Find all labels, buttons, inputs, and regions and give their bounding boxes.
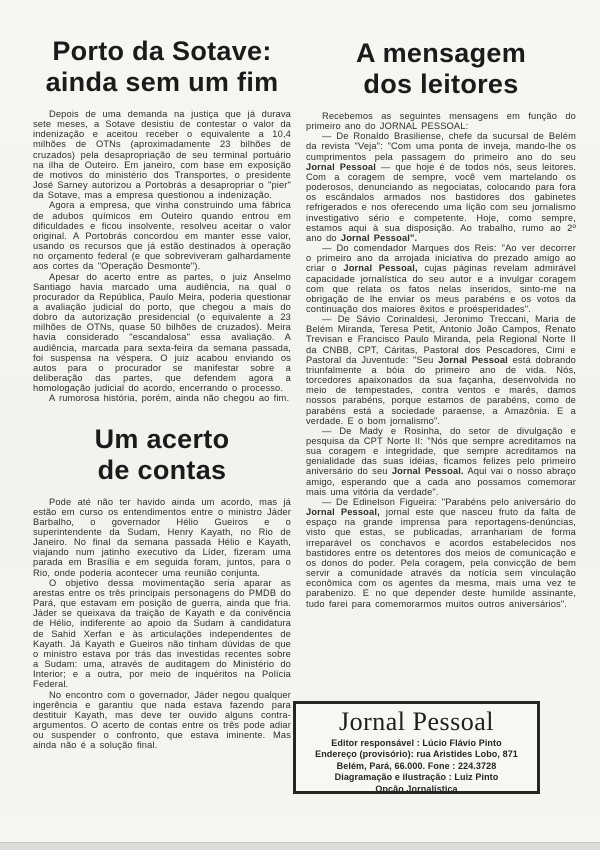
masthead-layout-line: Diagramação e ilustração : Luiz Pinto [334,772,499,783]
headline-line: de contas [97,454,227,485]
text-segment: No encontro com o governador, Jáder negou qualquer ingerência e garantiu que nada estava fazendo para destituir Kayath, mas deve ter ouvido alguns contra-argumentos. O acerto de contas entre os três pode adiar ou suspender o confronto, que estava iminente. Mas ainda não é a solução final. [33,689,291,751]
paragraph [33,578,291,690]
text-segment: jornal este que nasceu fruto da falta de espaço na grande imprensa para reportagens-denúncias, visto que estas, se publicadas, arranhariam de forma irreparável os conchavos e acordos estabelecidos nos bastidores entre os detentores dos meios de comunicação e os donos do poder. Pela coragem, pela convicção de bem servir a comunidade através da notícia sem vinculação econômica com os agentes da mesma, mais uma vez te parabenizo. E no que depender deste humilde assinante, tudo farei para comemorarmos muitos outros aniversários". [306,507,576,609]
paragraph [306,314,576,426]
headline-line: A mensagem [355,38,527,68]
text-segment: O objetivo dessa movimentação seria aparar as arestas entre os três principais personagens do PMDB do Pará, que estavam em posição de guerra, ainda que fria. Jáder se queixava da traição de Kayath e da conivência de Hélio, indiferente ao apoio da Sudam à candidatura de Sahid Xerfan e às articulações independentes de Kayath. Já Kayath e Gueiros não tinham dúvidas de que o ministro estava por trás das investidas recentes sobre a Sudam: uma, através de auditagem do Ministério do Interior; e a outra, por meio de inquéritos na Polícia Federal. [33,577,291,690]
text-segment: Agora a empresa, que vinha construindo uma fábrica de adubos químicos em Outeiro quando entrou em dificuldades e ficou insolvente, resolveu aceitar o valor original. A Portobrás concordou em manter esse valor, usando os recursos que já estão destinados à operação no orçamento federal (e que sobreviveram galhardamente aos cortes da "Operação Desmonte"). [33,200,291,272]
headline-line: dos leitores [363,69,519,99]
masthead-editor-line: Editor responsável : Lúcio Flávio Pinto [331,738,502,748]
masthead-title: Jornal Pessoal [338,707,495,736]
article-acerto-body [33,497,291,751]
text-segment: Jornal Pessoal [438,354,508,365]
article-mensagem-body [306,111,576,609]
masthead-city-phone-line: Belém, Pará, 66.000. Fone : 224.3728 [336,760,497,771]
paragraph [306,243,576,314]
headline-line: ainda sem um fim [45,67,279,97]
text-segment: — De Ronaldo Brasiliense, chefe da sucursal de Belém da revista "Veja": "Com uma ponta de inveja, mando-lhe os cumprimentos pela passagem do primeiro ano do seu [306,131,576,162]
article-porto-headline [33,36,291,98]
text-segment: Depois de uma demanda na justiça que já durava sete meses, a Sotave desistiu de contestar o valor da indenização e aceitou receber o equivalente a 10,4 milhões de OTNs (aproximadamente 23 bilhões de cruzados) pela desapropriação de seu terminal portuário na ilha de Outeiro. Em janeiro, com base em exposição de motivos do ministério dos Transportes, o presidente José Sarney autorizou a Portobrás a desapropriar o "pier" da Sotave, mas a empresa questionou a indenização. [33,109,291,201]
paragraph [306,497,576,609]
paragraph [33,690,291,751]
article-acerto-headline [33,424,291,486]
paragraph [33,200,291,271]
article-porto-body [33,109,291,404]
text-segment: Jornal Pessoal". [340,232,418,243]
paragraph [33,497,291,578]
text-segment: — que hoje é de todos nós, seus leitores. Com a coragem de sempre, você vem martelando os poderosos, denunciando as negociatas, colocando para fora os escândalos armados nos bastidores dos gabinetes refrigerados e nos oferecendo uma lição com seu jornalismo investigativo sério e competente. Hoje, como sempre, estamos aqui à sua disposição. Ao trabalho, rumo ao 2º ano do [306,161,576,243]
text-segment: — De Sávio Corinaldesi, Jeronimo Treccani, Maria de Belém Miranda, Teresa Petit, Antonio João Campos, Renato Trevisan e Francisco Paulo Miranda, pela Regional Norte II da CNBB, CPT, Cáritas, Pastoral dos Pescadores, Cimi e Pastoral da Juventude: "Seu [306,314,576,365]
headline-line: Um acerto [94,423,230,454]
text-segment: Jornal Pessoal, [306,507,380,518]
text-segment: — De Mady e Rosinha, do setor de divulgação e pesquisa da CPT Norte II: "Nós que sempre acreditamos na sua coragem e integridade, que sempre acreditamos na genialidade das suas idéias, ficamos felizes pelo primeiro aniversário do seu [306,425,576,477]
article-mensagem-headline [306,38,576,100]
masthead-box [293,701,540,794]
text-segment: — Do comendador Marques dos Reis: "Ao ver decorrer o primeiro ano da arrojada iniciativa do prezado amigo ao criar o [306,243,576,274]
masthead-address-line: Endereço (provisório): rua Aristides Lobo, 871 [315,749,518,760]
paragraph [33,393,291,403]
paragraph [306,131,576,243]
paragraph [306,111,576,131]
text-segment: A rumorosa história, porém, ainda não chegou ao fim. [49,393,290,404]
masthead-imprint-line: Opção Jornalística [375,783,458,794]
text-segment: está dobrando triunfalmente a bóia do primeiro ano de vida. Nós, torcedores apaixonados da sua façanha, desenvolvida no meio de tempestades, contra ventos e marés, damos nossos parabéns, porque estamos de parabéns, como de parabéns está a sociedade paraense, a Amazônia. E a verdade. E o bom jornalismo". [306,354,576,426]
text-segment: — De Edinelson Figueira: "Parabéns pelo aniversário do [322,496,576,507]
text-segment: Recebemos as seguintes mensagens em função do primeiro ano do JORNAL PESSOAL: [306,111,576,132]
text-segment: Apesar do acerto entre as partes, o juiz Anselmo Santiago havia marcado uma audiência, na qual o procurador da República, Paulo Meira, poderia questionar a avaliação judicial do porto, que chegou a mais do dobro da autorização presidencial (o equivalente a 23 milhões de OTNs, quase 50 bilhões de cruzados). Meira havia considerado "escandalosa" essa avaliação. A audiência, marcada para sexta-feira da semana passada, foi suspensa na véspera. O juiz acabou enviando os autos para o procurador se manifestar sobre a deliberação das partes, que defendem agora a homologação judicial do acordo, encerrando o processo. [33,271,291,394]
left-column [33,36,291,750]
paragraph [306,426,576,497]
headline-line: Porto da Sotave: [52,36,272,66]
text-segment: Jornal Pessoal, [343,263,418,274]
text-segment: Pode até não ter havido ainda um acordo, mas já estão em curso os entendimentos entre o ministro Jáder Barbalho, o governador Hélio Gueiros e o superintendente da Sudam, Henry Kayath, no Rio de Janeiro. No final da semana passada Hélio e Kayath, viajando num jatinho executivo da Líder, fizeram uma parada em Brasília e em seguida foram, juntos, para o Rio, onde poderia acontecer uma reunião conjunta. [33,496,291,578]
text-segment: Jornal Pessoal. [391,466,464,477]
right-column [306,38,576,609]
text-segment: Aqui vai o nosso abraço amigo, esperando que a cada ano possamos comemorar mais uma vitória da verdade". [306,466,576,497]
scan-edge-band [0,842,600,850]
text-segment: Jornal Pessoal [306,161,376,172]
paragraph [33,272,291,394]
paragraph [33,109,291,200]
text-segment: cujas páginas revelam admirável capacidade jornalística do seu autor e a invulgar coragem com que relata os fatos nelas inseridos, sinto-me na obrigação de lhe enviar os meus parabéns e os votos da continuação dos maiores êxitos e proésperidades". [306,263,576,314]
